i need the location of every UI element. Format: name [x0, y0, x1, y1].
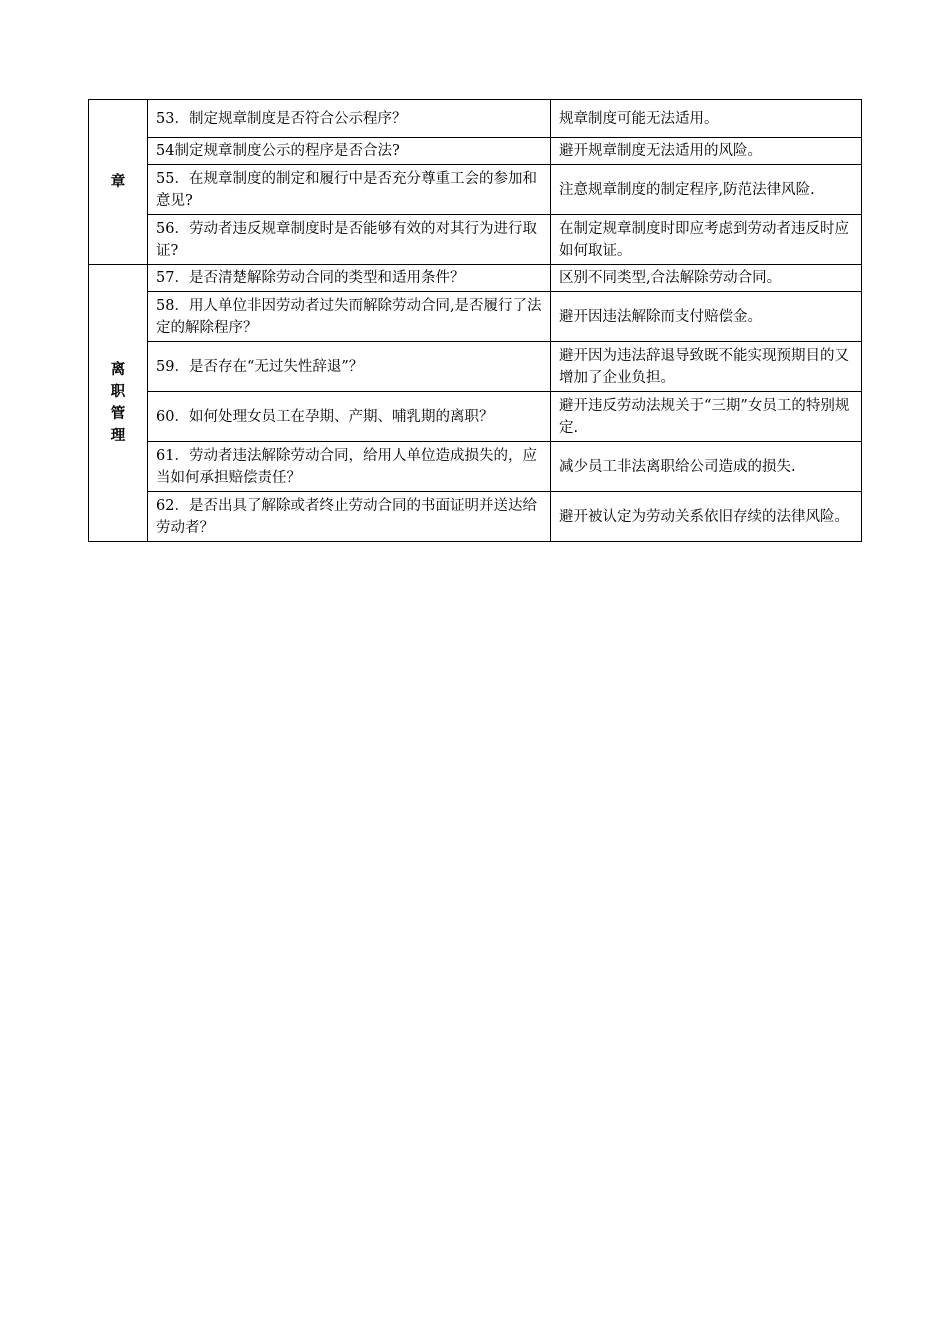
- advice-cell: 减少员工非法离职给公司造成的损失.: [551, 442, 862, 492]
- category-char: 职: [110, 384, 126, 400]
- category-char: 理: [110, 428, 126, 444]
- question-cell: 55．在规章制度的制定和履行中是否充分尊重工会的参加和意见?: [148, 165, 551, 215]
- table-row: [89, 265, 862, 292]
- category-char: 章: [110, 174, 126, 190]
- question-cell: 56．劳动者违反规章制度时是否能够有效的对其行为进行取证?: [148, 215, 551, 265]
- table-row: [89, 442, 862, 492]
- category-cell-rules: [89, 100, 148, 265]
- table-row: [89, 138, 862, 165]
- category-char: 管: [110, 406, 126, 422]
- table-row: [89, 292, 862, 342]
- question-cell: 62．是否出具了解除或者终止劳动合同的书面证明并送达给劳动者？: [148, 492, 551, 542]
- question-cell: 58．用人单位非因劳动者过失而解除劳动合同,是否履行了法定的解除程序？: [148, 292, 551, 342]
- advice-cell: 避开规章制度无法适用的风险。: [551, 138, 862, 165]
- question-cell: 54制定规章制度公示的程序是否合法?: [148, 138, 551, 165]
- question-cell: 53．制定规章制度是否符合公示程序？: [148, 100, 551, 138]
- advice-cell: 避开违反劳动法规关于“三期”女员工的特别规定.: [551, 392, 862, 442]
- table-row: [89, 165, 862, 215]
- question-cell: 57．是否清楚解除劳动合同的类型和适用条件？: [148, 265, 551, 292]
- category-char: 离: [110, 362, 126, 378]
- advice-cell: 区别不同类型,合法解除劳动合同。: [551, 265, 862, 292]
- advice-cell: 避开被认定为劳动关系依旧存续的法律风险。: [551, 492, 862, 542]
- checklist-table: [88, 99, 862, 542]
- table-row: [89, 392, 862, 442]
- category-cell-resignation-management: [89, 265, 148, 542]
- advice-cell: 避开因违法解除而支付赔偿金。: [551, 292, 862, 342]
- advice-cell: 避开因为违法辞退导致既不能实现预期目的又增加了企业负担。: [551, 342, 862, 392]
- advice-cell: 规章制度可能无法适用。: [551, 100, 862, 138]
- question-cell: 59．是否存在“无过失性辞退”？: [148, 342, 551, 392]
- question-cell: 60．如何处理女员工在孕期、产期、哺乳期的离职？: [148, 392, 551, 442]
- advice-cell: 在制定规章制度时即应考虑到劳动者违反时应如何取证。: [551, 215, 862, 265]
- question-cell: 61．劳动者违法解除劳动合同，给用人单位造成损失的，应当如何承担赔偿责任？: [148, 442, 551, 492]
- advice-cell: 注意规章制度的制定程序,防范法律风险.: [551, 165, 862, 215]
- table-row: [89, 342, 862, 392]
- table-row: [89, 100, 862, 138]
- table-row: [89, 215, 862, 265]
- table-row: [89, 492, 862, 542]
